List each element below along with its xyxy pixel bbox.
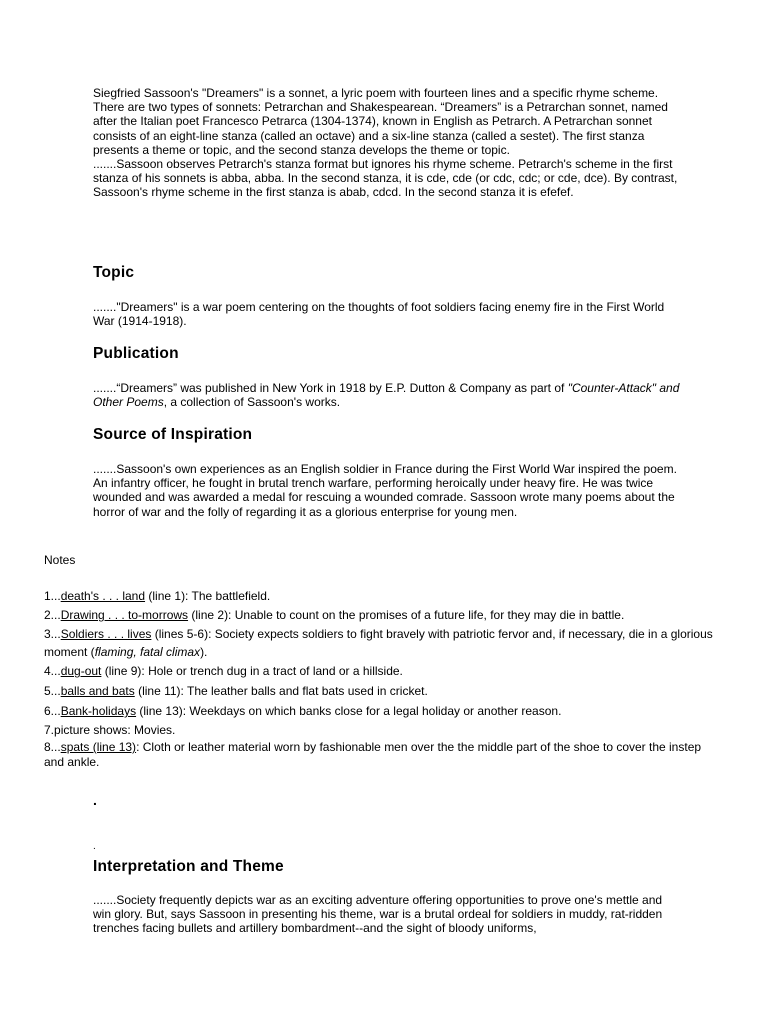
note-text: (line 13): Weekdays on which banks close for a legal holiday or another reason. [136,704,562,718]
note-text: : Cloth or leather material worn by fashionable men over the the middle part of the shoe to cover the instep and ankle. [44,740,702,769]
note-text: (line 2): Unable to count on the promises of a future life, for they may die in battle. [188,608,625,622]
note-text: (line 1): The battlefield. [145,589,271,603]
note-text: picture shows: Movies. [54,723,176,737]
note-term: death's . . . land [60,589,146,603]
note-item [44,684,724,699]
note-text: (line 11): The leather balls and flat bats used in cricket. [134,684,428,698]
publication-body [93,381,683,409]
note-term: Bank-holidays [60,704,137,718]
note-tail: ). [200,645,208,659]
note-text: (lines 5-6): Society expects soldiers to fight bravely with patriotic fervor and, if necessary, die in a glorious moment ( [44,627,713,659]
note-item [44,625,724,661]
note-number: 6... [44,704,61,718]
note-item [44,664,724,679]
note-item [44,589,724,604]
note-item [44,723,724,738]
intro-paragraph-1: Siegfried Sassoon's "Dreamers" is a sonnet, a lyric poem with fourteen lines and a specific rhyme scheme. There are two types of sonnets: Petrarchan and Shakespearean. “Dreamers” is a Petrarchan sonnet, named after the Italian poet Francesco Petrarca (1304-1374), known in English as Petrarch. A Petrarchan sonnet consists of an eight-line stanza (called an octave) and a six-line stanza (called a sestet). The first stanza presents a theme or topic, and the second stanza develops the theme or topic. [93,86,668,157]
note-term: dug-out [60,664,102,678]
interpretation-paragraph: .......Society frequently depicts war as an exciting adventure offering opportunities to prove one's mettle and win glory. But, says Sassoon in presenting his theme, war is a brutal ordeal for soldiers in muddy, rat-ridden trenches facing bullets and artillery bombardment--and the sight of bloody uniforms, [93,893,663,936]
note-italic: flaming, fatal climax [94,645,201,659]
note-term: balls and bats [60,684,135,698]
stray-dot: . [93,841,96,852]
note-number: 7. [44,723,55,737]
inspiration-body [93,462,683,519]
note-text: (line 9): Hole or trench dug in a tract of land or a hillside. [101,664,403,678]
topic-body [93,300,683,328]
note-number: 4... [44,664,61,678]
publication-paragraph [93,381,683,409]
intro-section [93,86,683,200]
note-number: 2... [44,608,61,622]
note-item [44,704,724,719]
note-item [44,608,724,623]
note-item [44,740,724,770]
publication-heading: Publication [93,345,179,362]
stray-dot: . [93,792,97,808]
topic-paragraph: ......."Dreamers" is a war poem centering on the thoughts of foot soldiers facing enemy fire in the First World War (1914-1918). [93,300,665,329]
publication-text: .......“Dreamers” was published in New York in 1918 by E.P. Dutton & Company as part of [93,381,568,395]
intro-paragraph-2: .......Sassoon observes Petrarch's stanza format but ignores his rhyme scheme. Petrarch's scheme in the first stanza of his sonnets is abba, abba. In the second stanza, it is cde, cde (or cdc, cdc; or cde, dce). By contrast, Sassoon's rhyme scheme in the first stanza is abab, cdcd. In the second stanza it is efefef. [93,157,678,200]
notes-list [44,589,724,770]
note-term: Soldiers . . . lives [60,627,152,641]
note-term: spats (line 13) [60,740,137,754]
publication-text-tail: , a collection of Sassoon's works. [163,395,341,410]
interpretation-body [93,893,683,936]
note-number: 8... [44,740,61,754]
publication-book-title: "Counter-Attack" and Other Poems [93,381,680,410]
inspiration-paragraph: .......Sassoon's own experiences as an English soldier in France during the First World War inspired the poem. An infantry officer, he fought in brutal trench warfare, performing heroically under heavy fire. He was twice wounded and was awarded a medal for rescuing a wounded comrade. Sassoon wrote many poems about the horror of war and the folly of regarding it as a glorious enterprise for young men. [93,462,677,519]
note-number: 1... [44,589,61,603]
note-term: Drawing . . . to-morrows [60,608,189,622]
note-number: 5... [44,684,61,698]
interpretation-heading: Interpretation and Theme [93,858,284,875]
inspiration-heading: Source of Inspiration [93,426,253,443]
note-number: 3... [44,627,61,641]
notes-label: Notes [44,553,76,567]
topic-heading: Topic [93,264,135,281]
